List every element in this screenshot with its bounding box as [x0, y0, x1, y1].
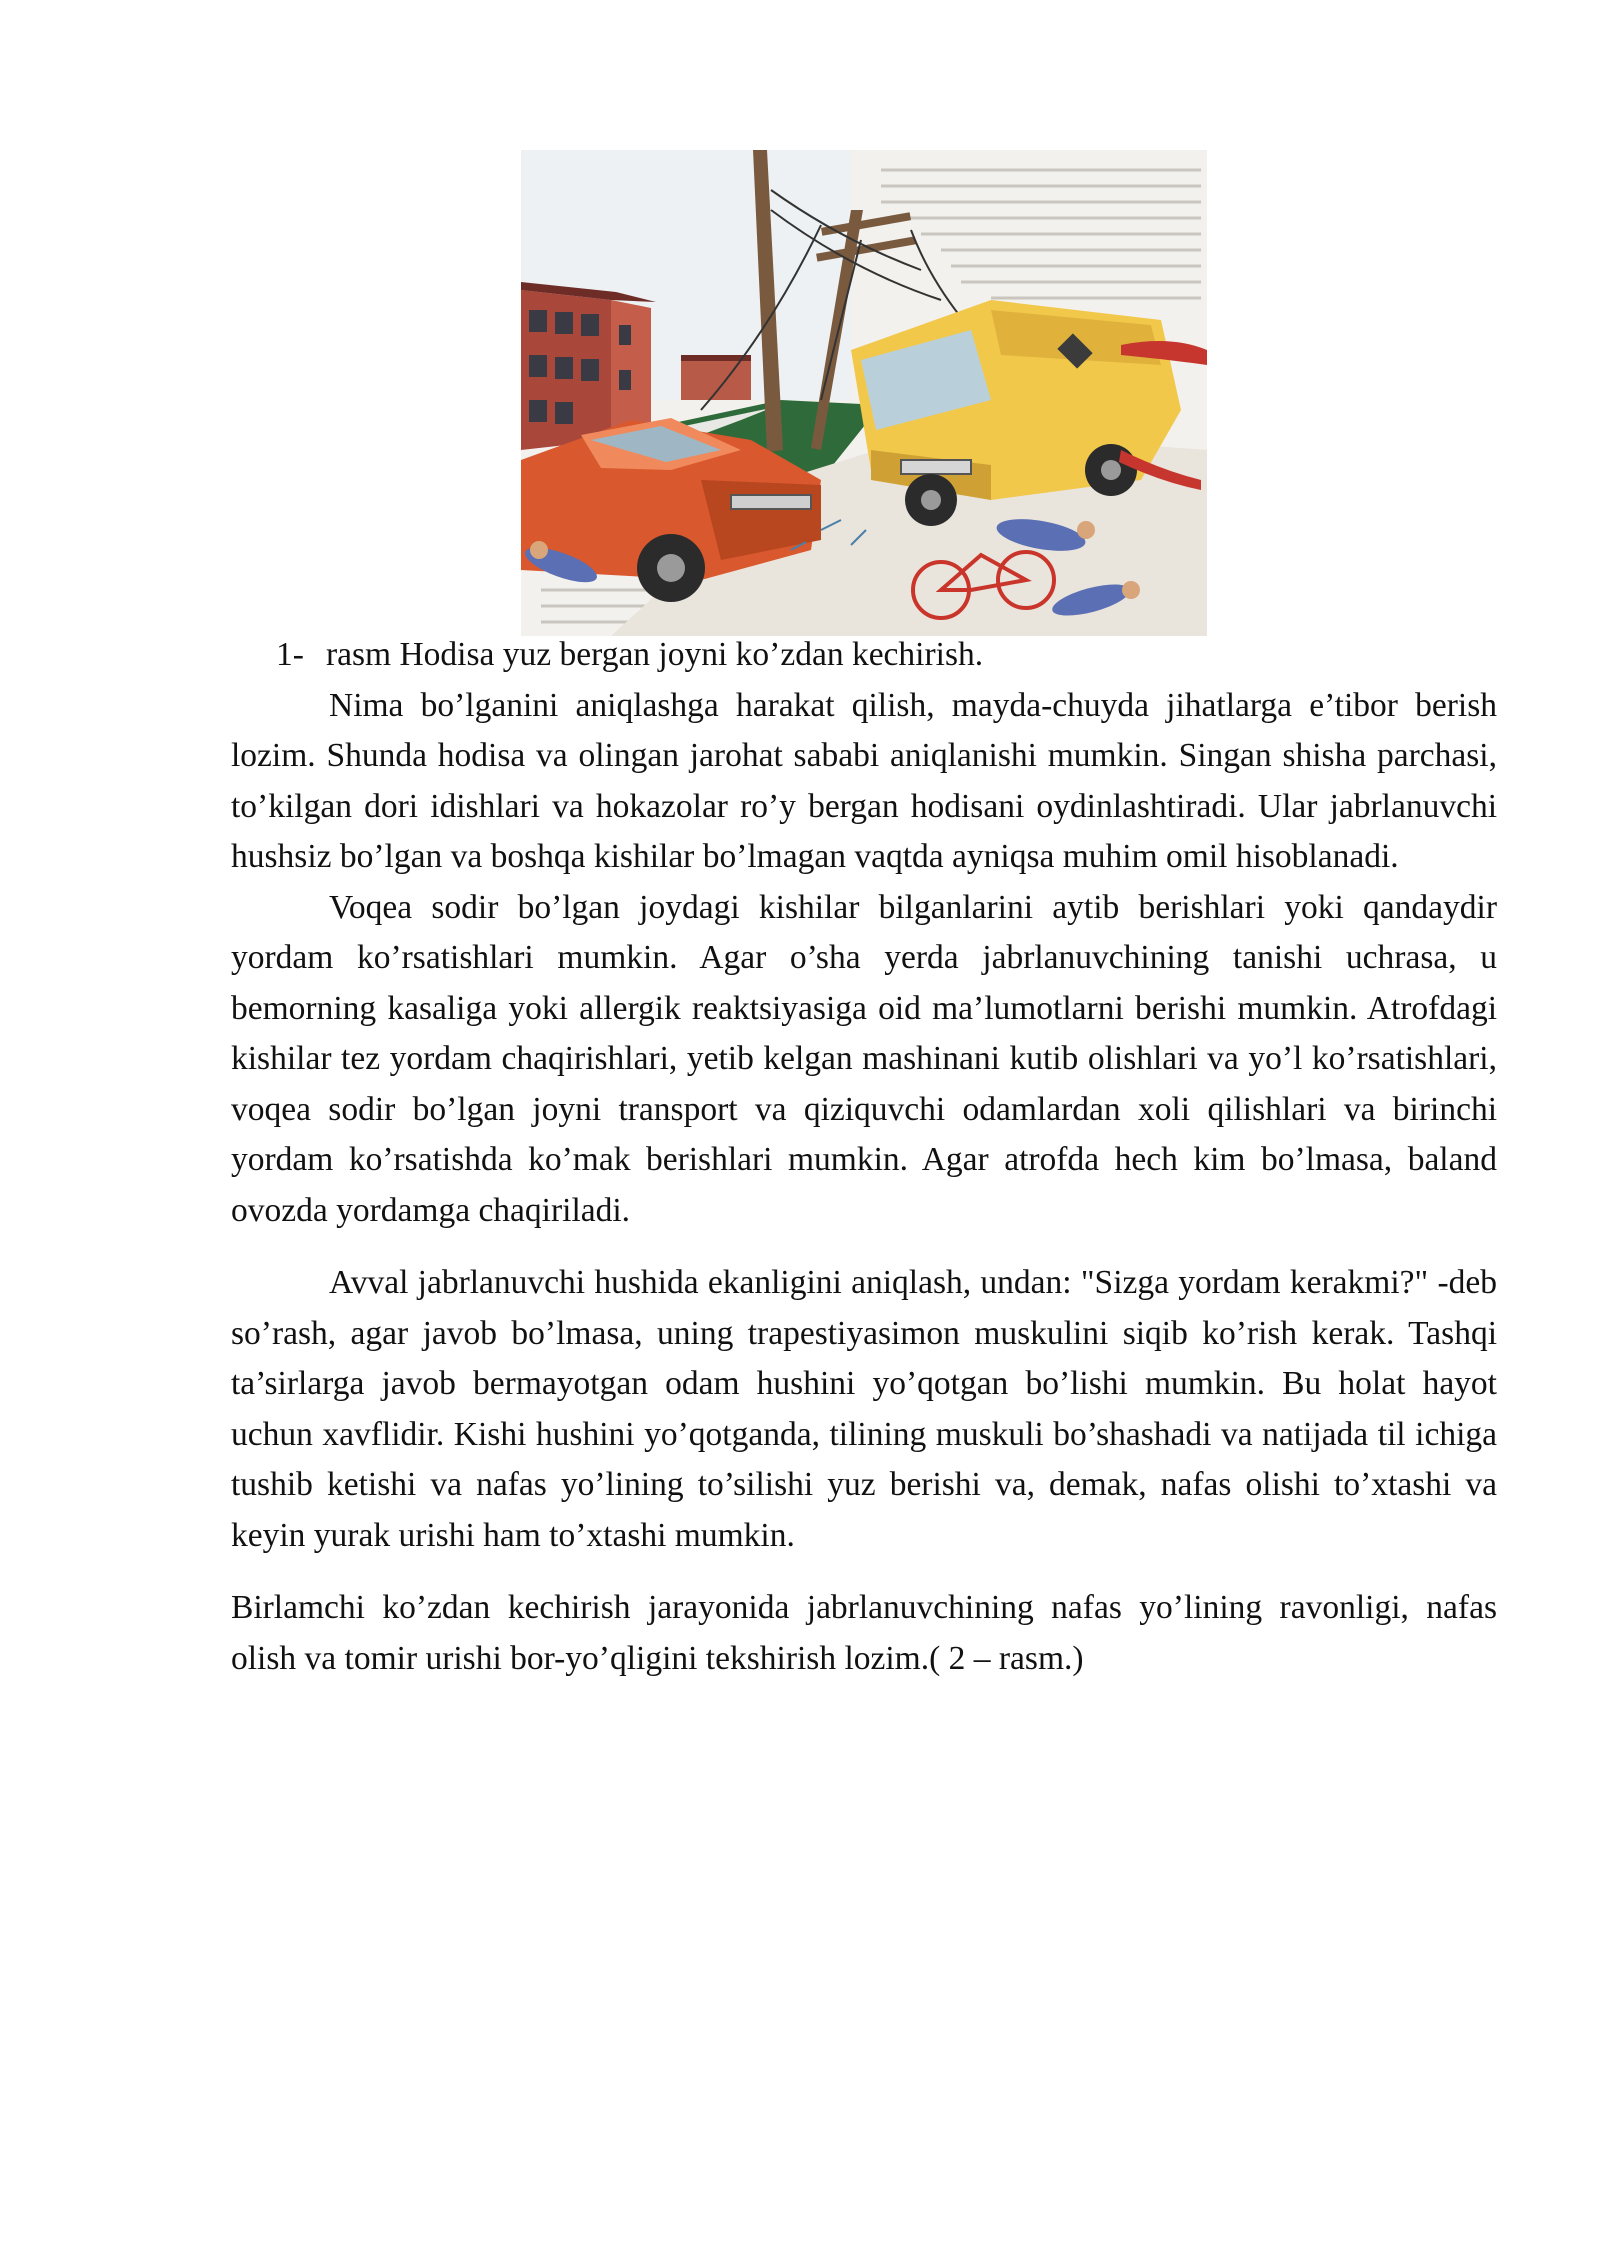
accident-scene-drawing — [521, 150, 1207, 636]
paragraph-3: Avval jabrlanuvchi hushida ekanligini aniqlash, undan: "Sizga yordam kerakmi?" -deb so’rash, agar javob bo’lmasa, uning trapestiyasimon muskulini siqib ko’rish kerak. Tashqi ta’sirlarga javob bermayotgan odam hushini yo’qotgan bo’lishi mumkin. Bu holat hayot uchun xavflidir. Kishi hushini yo’qotganda, tilining muskuli bo’shashadi va natijada til ichiga tushib ketishi va nafas yo’lining to’silishi yuz berishi va, demak, nafas olishi to’xtashi va keyin yurak urishi ham to’xtashi mumkin. — [231, 1264, 1497, 1554]
paragraph-1: Nima bo’lganini aniqlashga harakat qilish, mayda-chuyda jihatlarga e’tibor berish lozim. Shunda hodisa va olingan jarohat sababi aniqlanishi mumkin. Singan shisha parchasi, to’kilgan dori idishlari va hokazolar ro’y bergan hodisani oydinlashtiradi. Ular jabrlanuvchi hushsiz bo’lgan va boshqa kishilar bo’lmagan vaqtda ayniqsa muhim omil hisoblanadi. — [231, 686, 1497, 875]
paragraph-4: Birlamchi ko’zdan kechirish jarayonida jabrlanuvchining nafas yo’lining ravonligi, nafas olish va tomir urishi bor-yo’qligini tekshirish lozim.( 2 – rasm.) — [231, 1589, 1497, 1677]
figure-caption-text: rasm Hodisa yuz bergan joyni ko’zdan kechirish. — [326, 636, 984, 673]
figure-caption-number: 1- — [276, 636, 304, 673]
figure-caption — [231, 630, 1497, 681]
main-text-column — [231, 630, 1497, 1684]
accident-scene-illustration — [521, 150, 1207, 636]
paragraph-2: Voqea sodir bo’lgan joydagi kishilar bilganlarini aytib berishlari yoki qandaydir yordam ko’rsatishlari mumkin. Agar o’sha yerda jabrlanuvchining tanishi uchrasa, u bemorning kasaliga yoki allergik reaktsiyasiga oid ma’lumotlarni berishi mumkin. Atrofdagi kishilar tez yordam chaqirishlari, yetib kelgan mashinani kutib olishlari va yo’l ko’rsatishlari, voqea sodir bo’lgan joyni transport va qiziquvchi odamlardan xoli qilishlari va birinchi yordam ko’rsatishda ko’mak berishlari mumkin. Agar atrofda hech kim bo’lmasa, baland ovozda yordamga chaqiriladi. — [231, 888, 1497, 1229]
